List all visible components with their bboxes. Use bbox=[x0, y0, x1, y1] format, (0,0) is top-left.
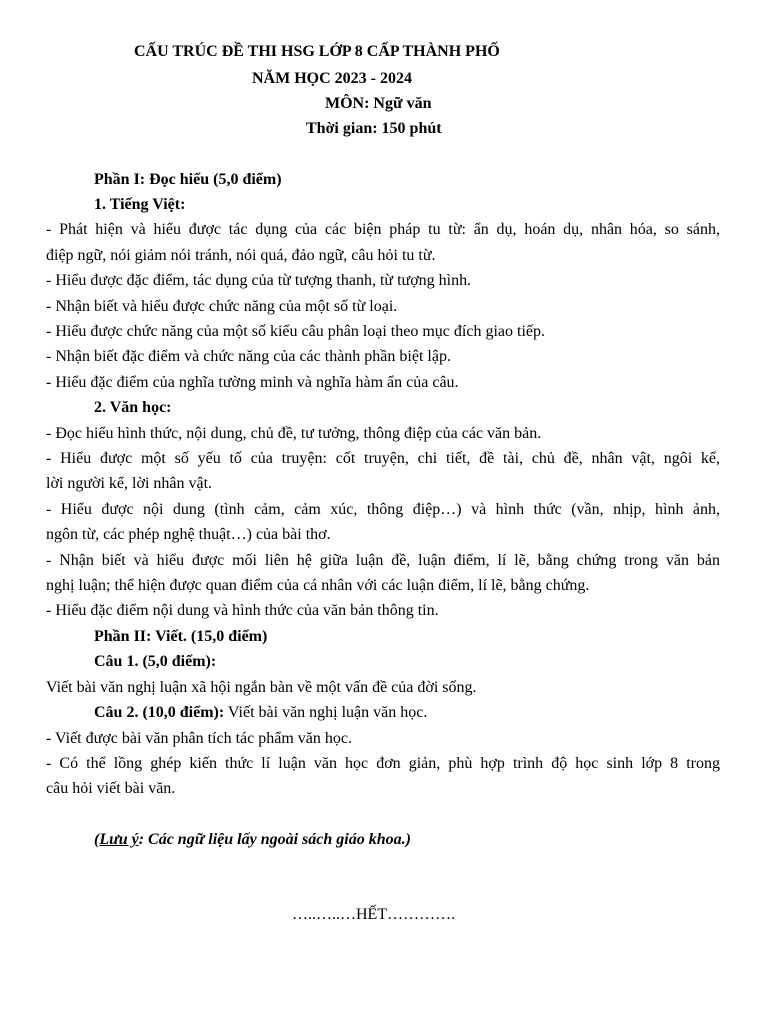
section1-item1-line2: điệp ngữ, nói giảm nói tránh, nói quá, đảo ngữ, câu hỏi tu từ. bbox=[46, 247, 436, 264]
section2-item3-line1: - Hiểu được nội dung (tình cảm, cảm xúc, thông điệp…) và hình thức (vần, nhịp, hình ảnh, bbox=[46, 501, 720, 518]
section2-item5: - Hiểu đặc điểm nội dung và hình thức của văn bản thông tin. bbox=[46, 602, 439, 619]
section2-item1: - Đọc hiểu hình thức, nội dung, chủ đề, tư tưởng, thông điệp của các văn bản. bbox=[46, 425, 542, 442]
part2-item2-line1: - Có thể lồng ghép kiến thức lí luận văn học đơn giản, phù hợp trình độ học sinh lớp 8 trong bbox=[46, 755, 720, 772]
school-year: NĂM HỌC 2023 - 2024 bbox=[252, 70, 412, 87]
question2-line bbox=[94, 703, 427, 723]
part1-heading: Phần I: Đọc hiểu (5,0 điểm) bbox=[94, 171, 282, 188]
section1-item5: - Nhận biết đặc điểm và chức năng của các thành phần biệt lập. bbox=[46, 348, 451, 365]
subject-line: MÔN: Ngữ văn bbox=[325, 95, 432, 112]
question2-text: Viết bài văn nghị luận văn học. bbox=[224, 704, 428, 721]
section2-item2-line2: lời người kể, lời nhân vật. bbox=[46, 475, 213, 492]
part2-item1: - Viết được bài văn phân tích tác phẩm văn học. bbox=[46, 730, 352, 747]
note-text: : Các ngữ liệu lấy ngoài sách giáo khoa.) bbox=[138, 831, 411, 848]
document-title: CẤU TRÚC ĐỀ THI HSG LỚP 8 CẤP THÀNH PHỐ bbox=[134, 43, 500, 60]
section1-item6: - Hiểu đặc điểm của nghĩa tường minh và nghĩa hàm ẩn của câu. bbox=[46, 374, 459, 391]
part2-heading: Phần II: Viết. (15,0 điểm) bbox=[94, 628, 268, 645]
note-open: ( bbox=[94, 831, 100, 848]
question1-text: Viết bài văn nghị luận xã hội ngắn bàn về một vấn đề của đời sống. bbox=[46, 679, 477, 696]
end-marker: …..…..…HẾT…………. bbox=[292, 906, 456, 923]
section2-item4-line2: nghị luận; thể hiện được quan điểm của cá nhân với các luận điểm, lí lẽ, bằng chứng. bbox=[46, 577, 590, 594]
question1-heading: Câu 1. (5,0 điểm): bbox=[94, 653, 217, 670]
section1-heading: 1. Tiếng Việt: bbox=[94, 196, 186, 213]
section1-item3: - Nhận biết và hiểu được chức năng của một số từ loại. bbox=[46, 298, 398, 315]
section2-item2-line1: - Hiểu được một số yếu tố của truyện: cốt truyện, chi tiết, đề tài, chủ đề, nhân vật, ngôi kể, bbox=[46, 450, 720, 467]
part2-item2-line2: câu hỏi viết bài văn. bbox=[46, 780, 176, 797]
section2-item3-line2: ngôn từ, các phép nghệ thuật…) của bài thơ. bbox=[46, 526, 331, 543]
note-line bbox=[94, 830, 411, 850]
note-label: Lưu ý bbox=[99, 831, 139, 848]
duration-line: Thời gian: 150 phút bbox=[306, 120, 442, 137]
section2-item4-line1: - Nhận biết và hiểu được mối liên hệ giữa luận đề, luận điểm, lí lẽ, bằng chứng trong văn bản bbox=[46, 552, 720, 569]
section2-heading: 2. Văn học: bbox=[94, 399, 172, 416]
question2-heading: Câu 2. (10,0 điểm): bbox=[94, 704, 225, 721]
section1-item1-line1: - Phát hiện và hiểu được tác dụng của các biện pháp tu từ: ẩn dụ, hoán dụ, nhân hóa, so sánh, bbox=[46, 221, 720, 238]
section1-item2: - Hiểu được đặc điểm, tác dụng của từ tượng thanh, từ tượng hình. bbox=[46, 272, 472, 289]
section1-item4: - Hiểu được chức năng của một số kiểu câu phân loại theo mục đích giao tiếp. bbox=[46, 323, 545, 340]
